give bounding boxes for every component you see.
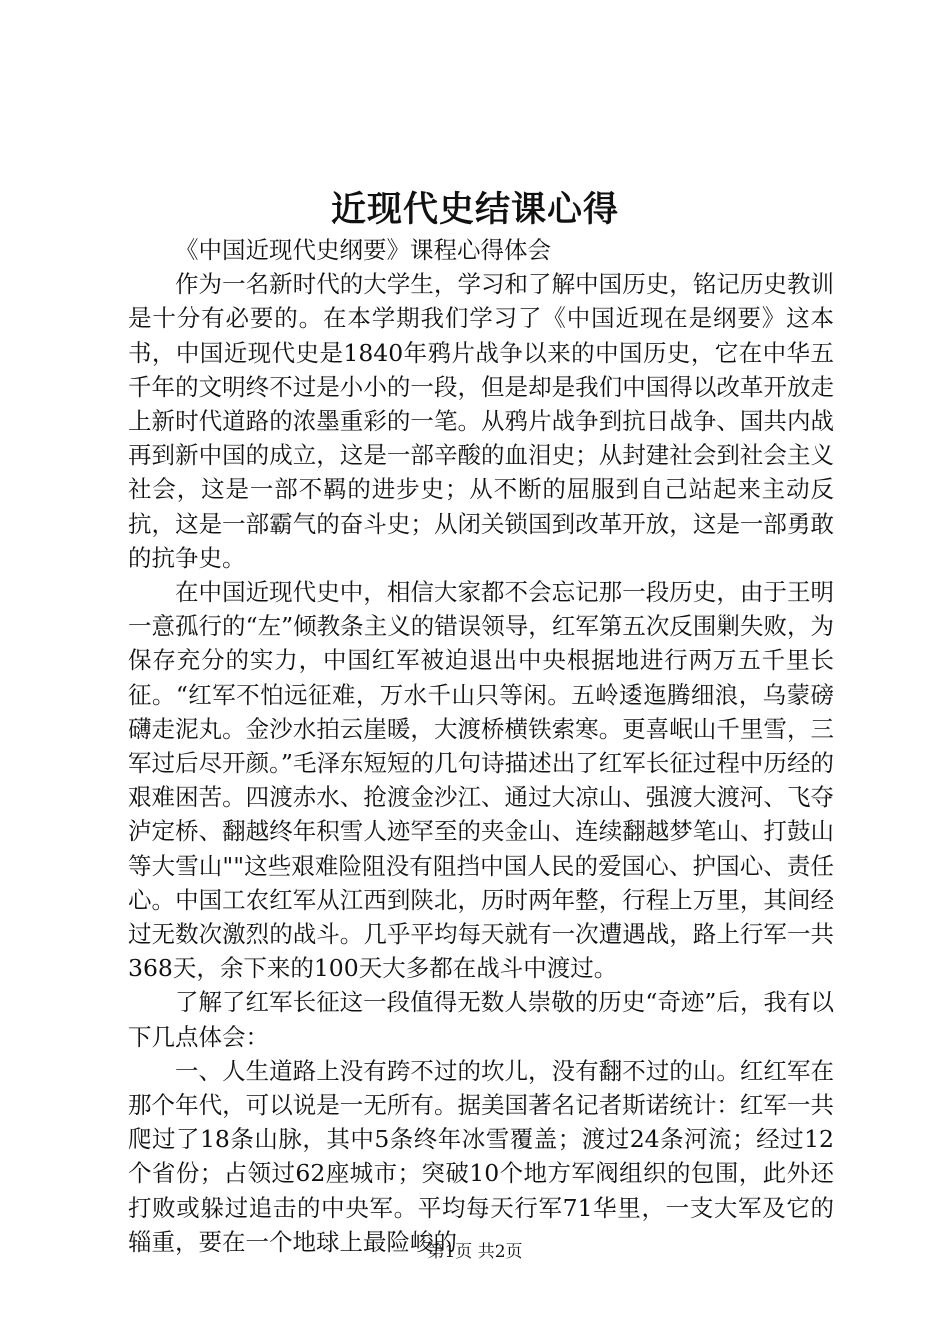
page-number: 第1页 共2页 [427,1242,523,1262]
document-title: 近现代史结课心得 [330,190,619,230]
body-paragraph: 一、人生道路上没有跨不过的坎儿，没有翻不过的山。红红军在那个年代，可以说是一无所有。据美国著名记者斯诺统计：红军一共爬过了18条山脉，其中5条终年冰雪覆盖；渡过24条河流；经过12个省份；占领过62座城市；突破10个地方军阀组织的包围，此外还打败或躲过追击的中央军。平均每天行军71华里，一支大军及它的辎重，要在一个地球上最险峻的 [128,1056,834,1256]
body-paragraph: 了解了红军长征这一段值得无数人崇敬的历史“奇迹”后，我有以下几点体会： [128,988,834,1051]
body-paragraph: 作为一名新时代的大学生，学习和了解中国历史，铭记历史教训是十分有必要的。在本学期我们学习了《中国近现在是纲要》这本书，中国近现代史是1840年鸦片战争以来的中国历史，它在中华五千年的文明终不过是小小的一段，但是却是我们中国得以改革开放走上新时代道路的浓墨重彩的一笔。从鸦片战争到抗日战争、国共内战再到新中国的成立，这是一部辛酸的血泪史；从封建社会到社会主义社会，这是一部不羁的进步史；从不断的屈服到自己站起来主动反抗，这是一部霸气的奋斗史；从闭关锁国到改革开放，这是一部勇敢的抗争史。 [128,270,834,572]
document-body [128,233,834,1259]
body-paragraph: 在中国近现代史中，相信大家都不会忘记那一段历史，由于王明一意孤行的“左”倾教条主义的错误领导，红军第五次反围剿失败，为保存充分的实力，中国红军被迫退出中央根据地进行两万五千里长征。“红军不怕远征难，万水千山只等闲。五岭逶迤腾细浪，乌蒙磅礴走泥丸。金沙水拍云崖暖，大渡桥横铁索寒。更喜岷山千里雪，三军过后尽开颜。”毛泽东短短的几句诗描述出了红军长征过程中历经的艰难困苦。四渡赤水、抢渡金沙江、通过大凉山、强渡大渡河、飞夺泸定桥、翻越终年积雪人迹罕至的夹金山、连续翻越梦笔山、打鼓山等大雪山""这些艰难险阻没有阻挡中国人民的爱国心、护国心、责任心。中国工农红军从江西到陕北，历时两年整，行程上万里，其间经过无数次激烈的战斗。几乎平均每天就有一次遭遇战，路上行军一共368天，余下来的100天大多都在战斗中渡过。 [128,578,834,983]
course-subtitle-paragraph: 《中国近现代史纲要》课程心得体会 [175,236,551,264]
